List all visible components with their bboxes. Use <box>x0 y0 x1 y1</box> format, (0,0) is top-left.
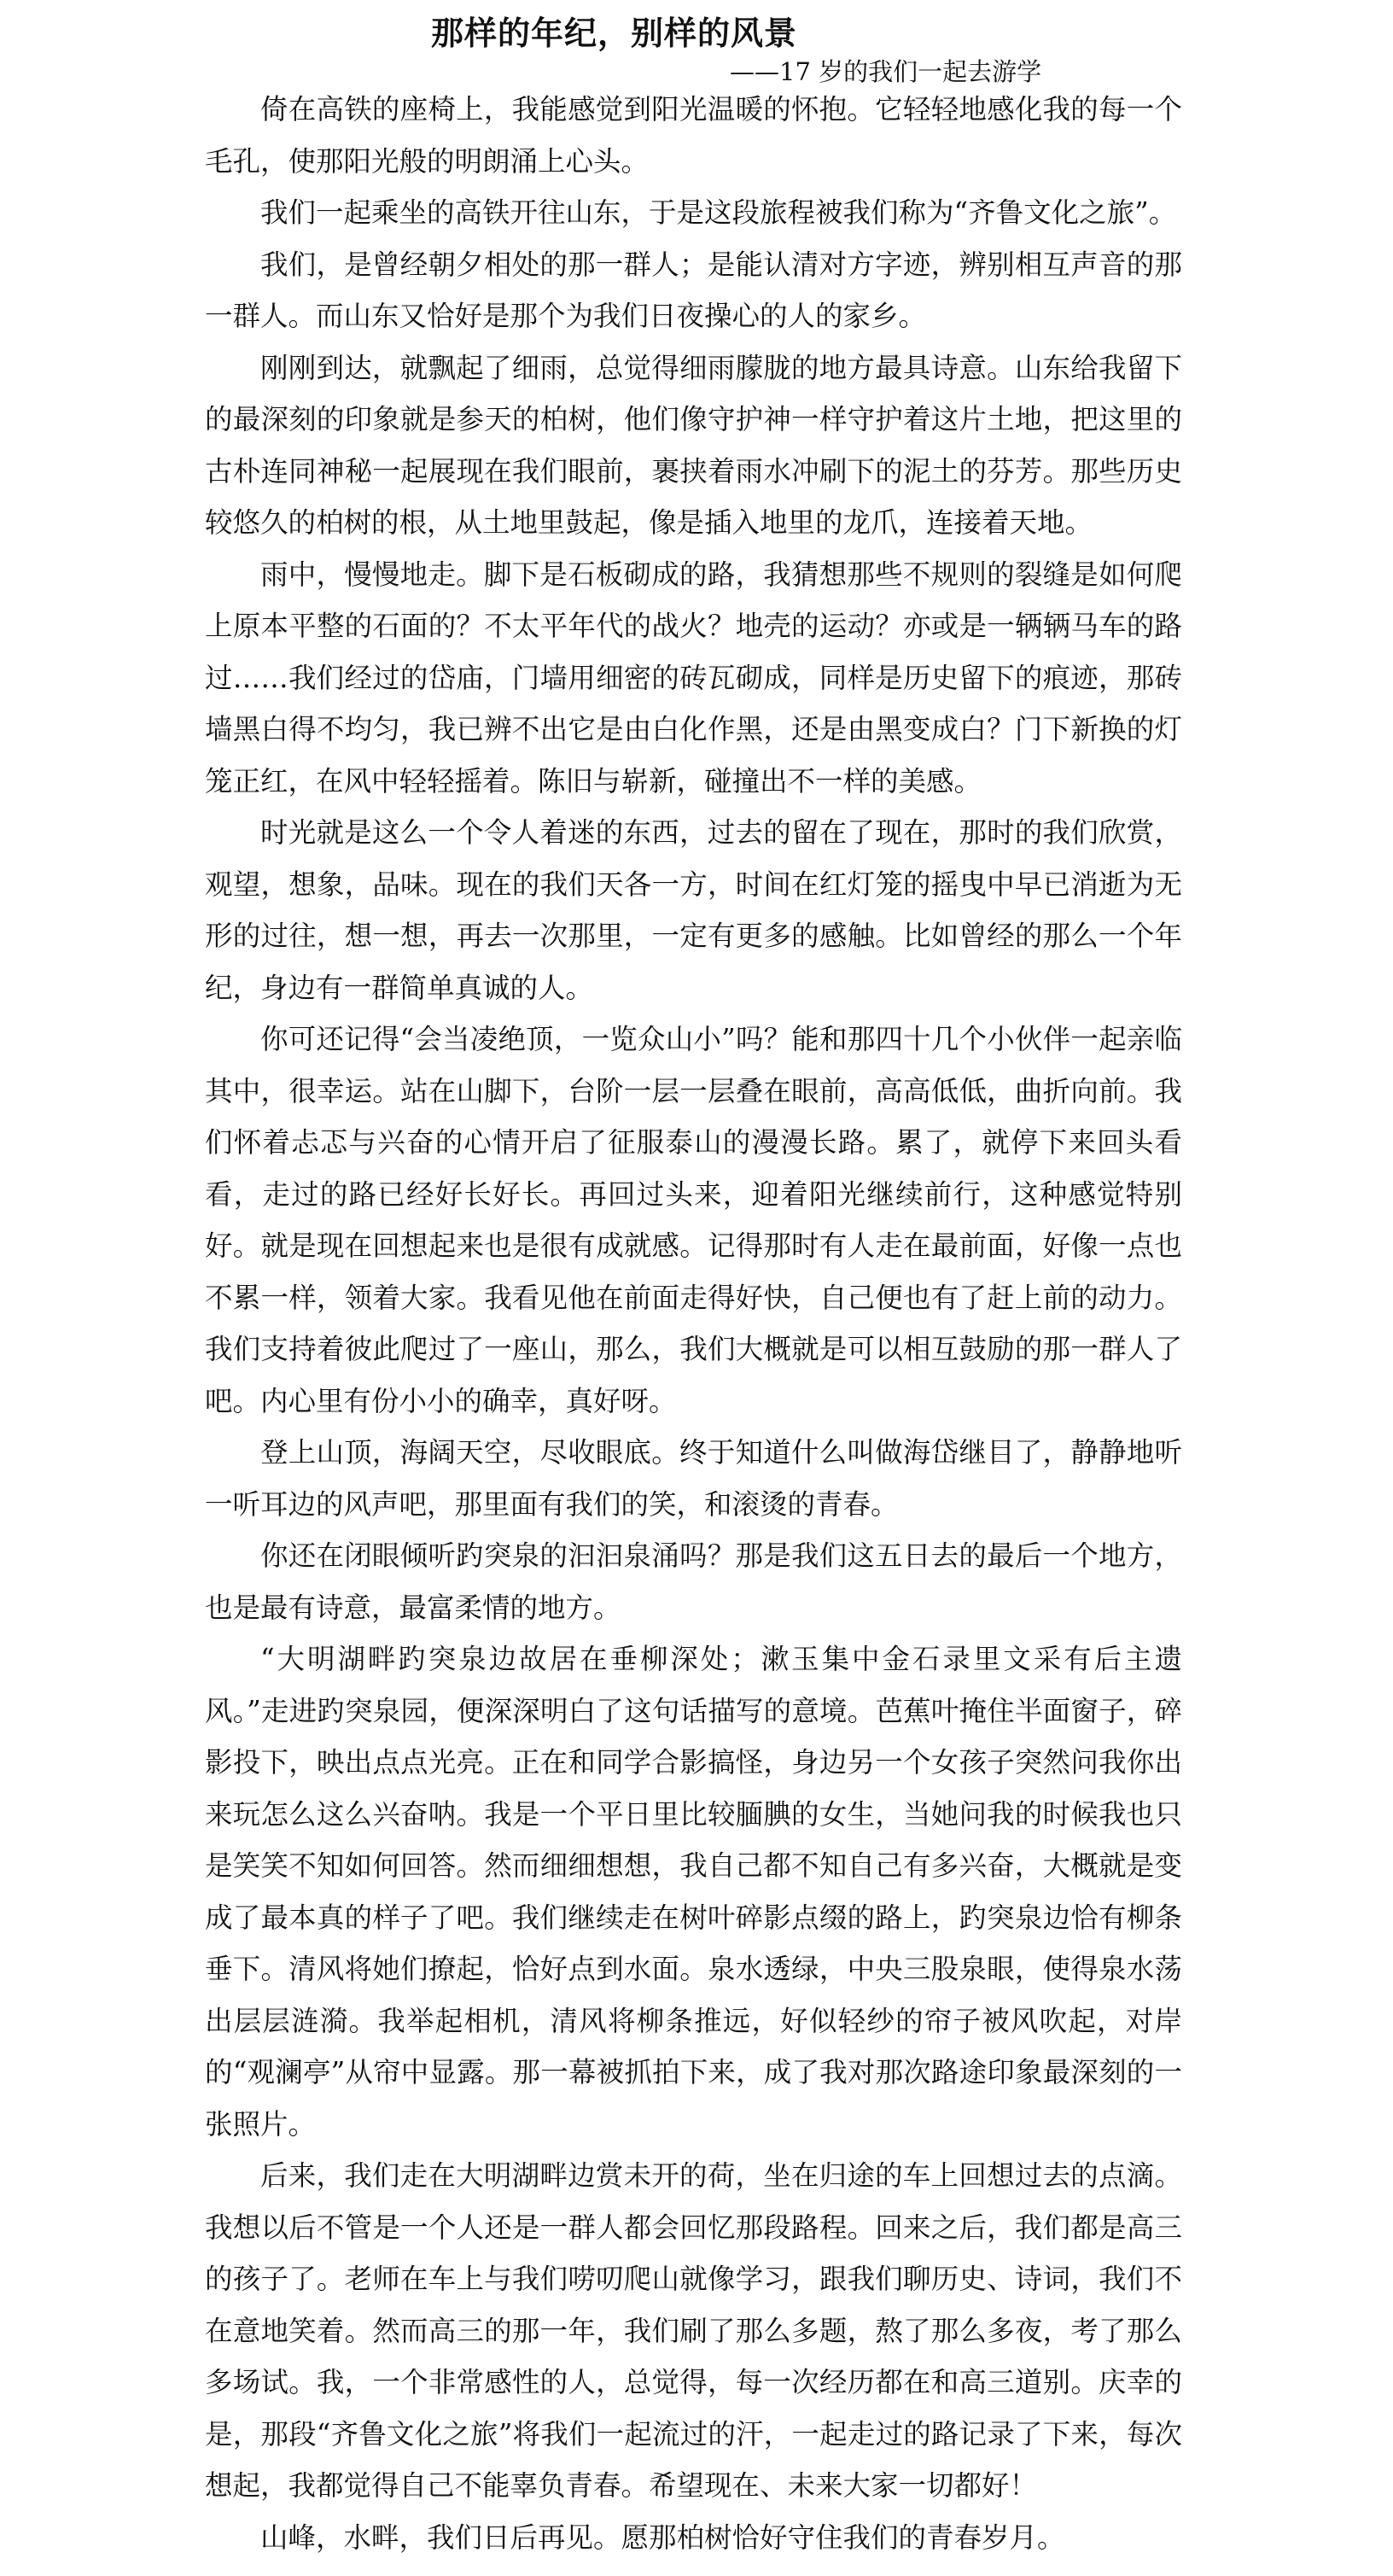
paragraph-9: 你还在闭眼倾听趵突泉的汩汩泉涌吗？那是我们这五日去的最后一个地方，也是最有诗意，最富柔情的地方。 <box>205 1539 1182 1624</box>
paragraph-10: “大明湖畔趵突泉边故居在垂柳深处；漱玉集中金石录里文采有后主遗风。”走进趵突泉园，便深深明白了这句话描写的意境。芭蕉叶掩住半面窗子，碎影投下，映出点点光亮。正在和同学合影搞怪，身边另一个女孩子突然问我你出来玩怎么这么兴奋呐。我是一个平日里比较腼腆的女生，当她问我的时候我也只是笑笑不知如何回答。然而细细想想，我自己都不知自己有多兴奋，大概就是变成了最本真的样子了吧。我们继续走在树叶碎影点缀的路上，趵突泉边恰有柳条垂下。清风将她们撩起，恰好点到水面。泉水透绿，中央三股泉眼，使得泉水荡出层层涟漪。我举起相机，清风将柳条推远，好似轻纱的帘子被风吹起，对岸的“观澜亭”从帘中显露。那一幕被抓拍下来，成了我对那次路途印象最深刻的一张照片。 <box>205 1643 1182 2141</box>
paragraph-7: 你可还记得“会当凌绝顶，一览众山小”吗？能和那四十几个小伙伴一起亲临其中，很幸运。站在山脚下，台阶一层一层叠在眼前，高高低低，曲折向前。我们怀着忐忑与兴奋的心情开启了征服泰山的漫漫长路。累了，就停下来回头看看，走过的路已经好长好长。再回过头来，迎着阳光继续前行，这种感觉特别好。就是现在回想起来也是很有成就感。记得那时有人走在最前面，好像一点也不累一样，领着大家。我看见他在前面走得好快，自己便也有了赶上前的动力。我们支持着彼此爬过了一座山，那么，我们大概就是可以相互鼓励的那一群人了吧。内心里有份小小的确幸，真好呀。 <box>205 1023 1182 1417</box>
paragraph-5: 雨中，慢慢地走。脚下是石板砌成的路，我猜想那些不规则的裂缝是如何爬上原本平整的石面的？不太平年代的战火？地壳的运动？亦或是一辆辆马车的路过……我们经过的岱庙，门墙用细密的砖瓦砌成，同样是历史留下的痕迹，那砖墙黑白得不均匀，我已辨不出它是由白化作黑，还是由黑变成白？门下新换的灯笼正红，在风中轻轻摇着。陈旧与崭新，碰撞出不一样的美感。 <box>205 558 1182 797</box>
paragraph-12: 山峰，水畔，我们日后再见。愿那柏树恰好守住我们的青春岁月。 <box>260 2521 1065 2554</box>
paragraph-8: 登上山顶，海阔天空，尽收眼底。终于知道什么叫做海岱继目了，静静地听一听耳边的风声吧，那里面有我们的笑，和滚烫的青春。 <box>205 1436 1182 1521</box>
document-subtitle: ——17 岁的我们一起去游学 <box>730 57 1042 86</box>
paragraph-2: 我们一起乘坐的高铁开往山东，于是这段旅程被我们称为“齐鲁文化之旅”。 <box>260 196 1177 229</box>
document-body <box>205 84 1182 2563</box>
paragraph-1: 倚在高铁的座椅上，我能感觉到阳光温暖的怀抱。它轻轻地感化我的每一个毛孔，使那阳光般的明朗涌上心头。 <box>205 93 1182 178</box>
document-title: 那样的年纪，别样的风景 <box>431 14 798 52</box>
paragraph-3: 我们，是曾经朝夕相处的那一群人；是能认清对方字迹，辨别相互声音的那一群人。而山东又恰好是那个为我们日夜操心的人的家乡。 <box>205 248 1182 332</box>
paragraph-11: 后来，我们走在大明湖畔边赏未开的荷，坐在归途的车上回想过去的点滴。我想以后不管是一个人还是一群人都会回忆那段路程。回来之后，我们都是高三的孩子了。老师在车上与我们唠叨爬山就像学习，跟我们聊历史、诗词，我们不在意地笑着。然而高三的那一年，我们刷了那么多题，熬了那么多夜，考了那么多场试。我，一个非常感性的人，总觉得，每一次经历都在和高三道别。庆幸的是，那段“齐鲁文化之旅”将我们一起流过的汗，一起走过的路记录了下来，每次想起，我都觉得自己不能辜负青春。希望现在、未来大家一切都好！ <box>205 2159 1182 2502</box>
paragraph-6: 时光就是这么一个令人着迷的东西，过去的留在了现在，那时的我们欣赏，观望，想象，品味。现在的我们天各一方，时间在红灯笼的摇曳中早已消逝为无形的过往，想一想，再去一次那里，一定有更多的感触。比如曾经的那么一个年纪，身边有一群简单真诚的人。 <box>205 816 1182 1004</box>
paragraph-4: 刚刚到达，就飘起了细雨，总觉得细雨朦胧的地方最具诗意。山东给我留下的最深刻的印象就是参天的柏树，他们像守护神一样守护着这片土地，把这里的古朴连同神秘一起展现在我们眼前，裹挟着雨水冲刷下的泥土的芬芳。那些历史较悠久的柏树的根，从土地里鼓起，像是插入地里的龙爪，连接着天地。 <box>205 351 1182 539</box>
